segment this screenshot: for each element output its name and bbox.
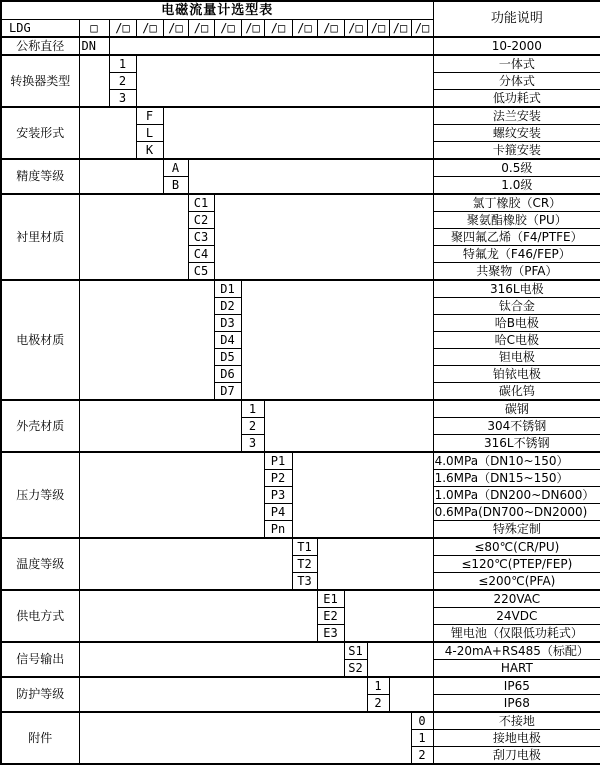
option-desc: 4.0MPa（DN10~150） [433, 452, 600, 470]
category-label: 压力等级 [1, 452, 79, 538]
model-slot: /□ [109, 20, 136, 38]
option-desc: 氯丁橡胶（CR） [433, 194, 600, 212]
option-code: 1 [109, 55, 136, 73]
option-desc: 0.5级 [433, 159, 600, 177]
category-label: 温度等级 [1, 538, 79, 590]
option-desc: 一体式 [433, 55, 600, 73]
option-desc: 螺纹安装 [433, 125, 600, 142]
option-code: C4 [188, 246, 214, 263]
option-code: A [163, 159, 188, 177]
option-code: 0 [411, 712, 433, 730]
option-code: 2 [411, 747, 433, 765]
option-code: D3 [214, 315, 241, 332]
option-desc: 4-20mA+RS485（标配） [433, 642, 600, 660]
option-code: E3 [317, 625, 344, 643]
empty-cell [79, 280, 214, 400]
model-slot: /□ [188, 20, 214, 38]
empty-cell [317, 538, 433, 590]
table-row [1, 538, 600, 556]
option-desc: 24VDC [433, 608, 600, 625]
option-desc: ≤200℃(PFA) [433, 573, 600, 591]
option-desc: 接地电极 [433, 730, 600, 747]
option-desc: 不接地 [433, 712, 600, 730]
table-row [1, 280, 600, 298]
option-code: S1 [344, 642, 367, 660]
option-code: 1 [367, 677, 389, 695]
option-code: D5 [214, 349, 241, 366]
empty-cell [241, 280, 433, 400]
option-code: P3 [264, 487, 292, 504]
model-slot: /□ [367, 20, 389, 38]
empty-cell [79, 590, 317, 642]
category-label: 外壳材质 [1, 400, 79, 452]
category-label: 衬里材质 [1, 194, 79, 280]
option-code: D1 [214, 280, 241, 298]
page-title: 电磁流量计选型表 [1, 1, 433, 20]
empty-cell [188, 159, 433, 194]
empty-cell [79, 712, 411, 764]
empty-cell [79, 642, 344, 677]
option-desc: 哈B电极 [433, 315, 600, 332]
empty-cell [367, 642, 433, 677]
model-prefix: LDG [1, 20, 79, 38]
option-code: C5 [188, 263, 214, 281]
option-code: 1 [411, 730, 433, 747]
empty-cell [79, 538, 292, 590]
empty-cell [79, 55, 109, 107]
table-row [1, 37, 600, 55]
option-code: DN [79, 37, 109, 55]
option-desc: 聚氨酯橡胶（PU） [433, 212, 600, 229]
option-code: L [136, 125, 163, 142]
option-desc: 聚四氟乙烯（F4/PTFE） [433, 229, 600, 246]
empty-cell [79, 159, 163, 194]
empty-cell [264, 400, 433, 452]
table-row [1, 194, 600, 212]
option-desc: 1.6MPa（DN15~150） [433, 470, 600, 487]
option-desc: 分体式 [433, 73, 600, 90]
model-slot: /□ [214, 20, 241, 38]
option-code: 3 [241, 435, 264, 453]
option-desc: 1.0级 [433, 177, 600, 195]
empty-cell [163, 107, 433, 159]
table-row [1, 590, 600, 608]
option-code: D4 [214, 332, 241, 349]
option-code: 2 [367, 695, 389, 713]
model-slot: /□ [292, 20, 317, 38]
table-row [1, 400, 600, 418]
category-label: 供电方式 [1, 590, 79, 642]
option-desc: 共聚物（PFA） [433, 263, 600, 281]
option-desc: 304不锈钢 [433, 418, 600, 435]
option-code: B [163, 177, 188, 195]
category-label: 精度等级 [1, 159, 79, 194]
category-label: 信号输出 [1, 642, 79, 677]
option-code: D6 [214, 366, 241, 383]
function-column-header: 功能说明 [433, 1, 600, 37]
empty-cell [109, 37, 433, 55]
option-desc: 钽电极 [433, 349, 600, 366]
empty-cell [292, 452, 433, 538]
model-slot: /□ [317, 20, 344, 38]
option-desc: IP68 [433, 695, 600, 713]
empty-cell [79, 677, 367, 712]
model-box: □ [79, 20, 109, 38]
option-desc: 哈C电极 [433, 332, 600, 349]
empty-cell [79, 194, 188, 280]
option-desc: 碳钢 [433, 400, 600, 418]
option-desc: ≤80℃(CR/PU) [433, 538, 600, 556]
option-desc: 316L电极 [433, 280, 600, 298]
category-label: 附件 [1, 712, 79, 764]
table-row [1, 107, 600, 125]
category-label: 安装形式 [1, 107, 79, 159]
category-label: 防护等级 [1, 677, 79, 712]
option-code: P4 [264, 504, 292, 521]
empty-cell [344, 590, 433, 642]
option-code: 1 [241, 400, 264, 418]
option-code: P2 [264, 470, 292, 487]
option-desc: 特殊定制 [433, 521, 600, 539]
option-desc: ≤120℃(PTEP/FEP) [433, 556, 600, 573]
table-row [1, 677, 600, 695]
option-code: E2 [317, 608, 344, 625]
empty-cell [214, 194, 433, 280]
option-desc: 220VAC [433, 590, 600, 608]
option-desc: 钛合金 [433, 298, 600, 315]
option-code: T1 [292, 538, 317, 556]
option-desc: 法兰安装 [433, 107, 600, 125]
option-desc: 特氟龙（F46/FEP） [433, 246, 600, 263]
table-row [1, 452, 600, 470]
option-desc: HART [433, 660, 600, 678]
option-code: T2 [292, 556, 317, 573]
option-desc: 0.6MPa(DN700~DN2000) [433, 504, 600, 521]
option-desc: 1.0MPa（DN200~DN600） [433, 487, 600, 504]
model-slot: /□ [163, 20, 188, 38]
option-desc: 316L不锈钢 [433, 435, 600, 453]
table-row [1, 1, 600, 20]
option-desc: 碳化钨 [433, 383, 600, 401]
option-code: D2 [214, 298, 241, 315]
option-code: 3 [109, 90, 136, 108]
option-desc: 低功耗式 [433, 90, 600, 108]
category-label: 电极材质 [1, 280, 79, 400]
option-code: E1 [317, 590, 344, 608]
option-code: P1 [264, 452, 292, 470]
empty-cell [79, 400, 241, 452]
category-label: 公称直径 [1, 37, 79, 55]
model-slot: /□ [241, 20, 264, 38]
option-code: C2 [188, 212, 214, 229]
empty-cell [79, 452, 264, 538]
option-code: 2 [109, 73, 136, 90]
option-desc: IP65 [433, 677, 600, 695]
empty-cell [136, 55, 433, 107]
option-desc: 刮刀电极 [433, 747, 600, 765]
option-code: S2 [344, 660, 367, 678]
option-code: T3 [292, 573, 317, 591]
category-label: 转换器类型 [1, 55, 79, 107]
option-desc: 10-2000 [433, 37, 600, 55]
option-code: C1 [188, 194, 214, 212]
option-code: K [136, 142, 163, 160]
option-desc: 卡箍安装 [433, 142, 600, 160]
table-row [1, 55, 600, 73]
option-code: C3 [188, 229, 214, 246]
option-code: F [136, 107, 163, 125]
option-code: 2 [241, 418, 264, 435]
model-slot: /□ [411, 20, 433, 38]
option-code: Pn [264, 521, 292, 539]
table-row [1, 159, 600, 177]
option-desc: 铂铱电极 [433, 366, 600, 383]
model-slot: /□ [264, 20, 292, 38]
table-row [1, 712, 600, 730]
table-row [1, 642, 600, 660]
empty-cell [389, 677, 433, 712]
option-code: D7 [214, 383, 241, 401]
model-slot: /□ [136, 20, 163, 38]
model-slot: /□ [389, 20, 411, 38]
option-desc: 锂电池（仅限低功耗式） [433, 625, 600, 643]
empty-cell [79, 107, 136, 159]
model-slot: /□ [344, 20, 367, 38]
